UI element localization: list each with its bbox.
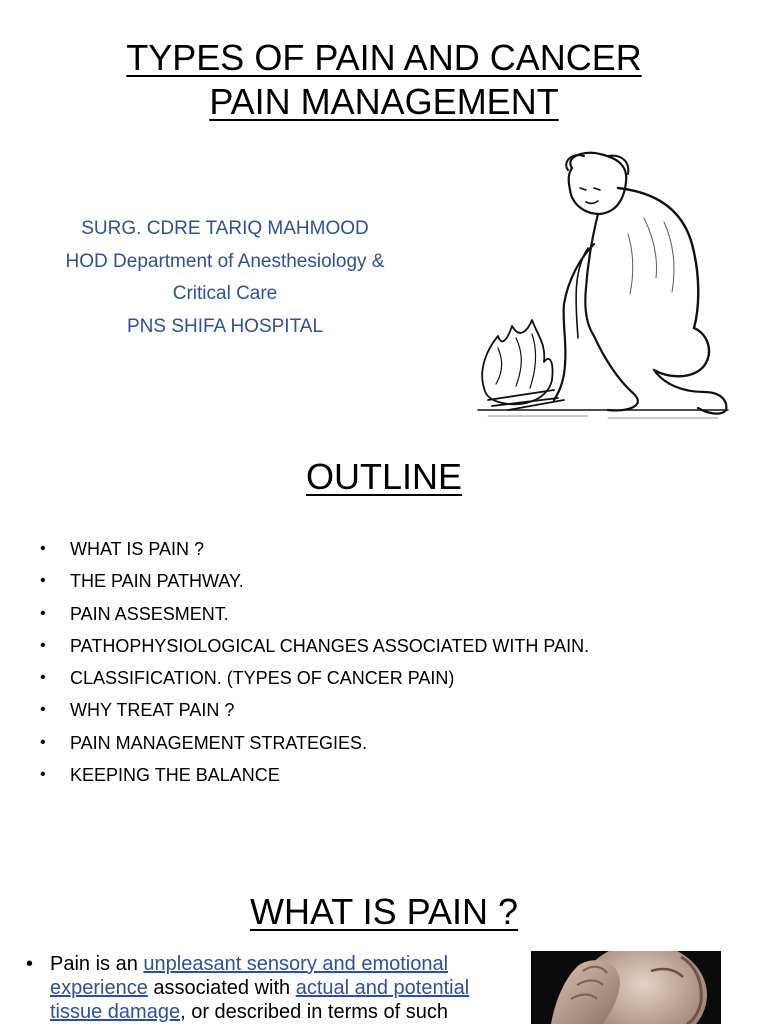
slide1-title-line2: PAIN MANAGEMENT bbox=[209, 81, 559, 122]
list-item: • THE PAIN PATHWAY. bbox=[40, 565, 589, 597]
author-block bbox=[40, 213, 410, 343]
what-is-pain-title bbox=[0, 890, 768, 934]
outline-title-text: OUTLINE bbox=[305, 456, 463, 497]
list-item: • WHY TREAT PAIN ? bbox=[40, 694, 589, 726]
definition-text-2: associated with bbox=[147, 977, 296, 999]
list-item: • KEEPING THE BALANCE bbox=[40, 759, 589, 791]
unpleasant-experience-link[interactable]: unpleasant sensory and emotional experience bbox=[50, 953, 449, 999]
pain-definition-text bbox=[26, 952, 506, 1024]
outline-list bbox=[40, 533, 589, 791]
pain-photo-icon bbox=[531, 951, 721, 1024]
bullet: • bbox=[26, 953, 34, 975]
definition-text-3: , or described in terms of such bbox=[180, 1001, 448, 1023]
author-hospital: PNS SHIFA HOSPITAL bbox=[126, 315, 324, 337]
list-item: • CLASSIFICATION. (TYPES OF CANCER PAIN) bbox=[40, 662, 589, 694]
author-name: SURG. CDRE TARIQ MAHMOOD bbox=[81, 218, 369, 239]
slide1-title-line1: TYPES OF PAIN AND CANCER bbox=[126, 37, 642, 78]
author-position: HOD Department of Anesthesiology & bbox=[65, 250, 385, 272]
woodcut-figure-icon bbox=[468, 148, 736, 426]
tissue-damage-link[interactable]: actual and potential tissue damage bbox=[50, 977, 470, 1023]
author-position-cont: Critical Care bbox=[172, 283, 278, 304]
list-item: • PATHOPHYSIOLOGICAL CHANGES ASSOCIATED WITH PAIN. bbox=[40, 630, 589, 662]
definition-text-1: Pain is an bbox=[50, 953, 144, 975]
outline-title bbox=[0, 455, 768, 499]
what-is-pain-title-text: WHAT IS PAIN ? bbox=[249, 891, 519, 932]
pain-definition bbox=[26, 952, 506, 1024]
slide1-title bbox=[0, 36, 768, 124]
list-item: • WHAT IS PAIN ? bbox=[40, 533, 589, 565]
list-item: • PAIN MANAGEMENT STRATEGIES. bbox=[40, 727, 589, 759]
list-item: • PAIN ASSESMENT. bbox=[40, 598, 589, 630]
